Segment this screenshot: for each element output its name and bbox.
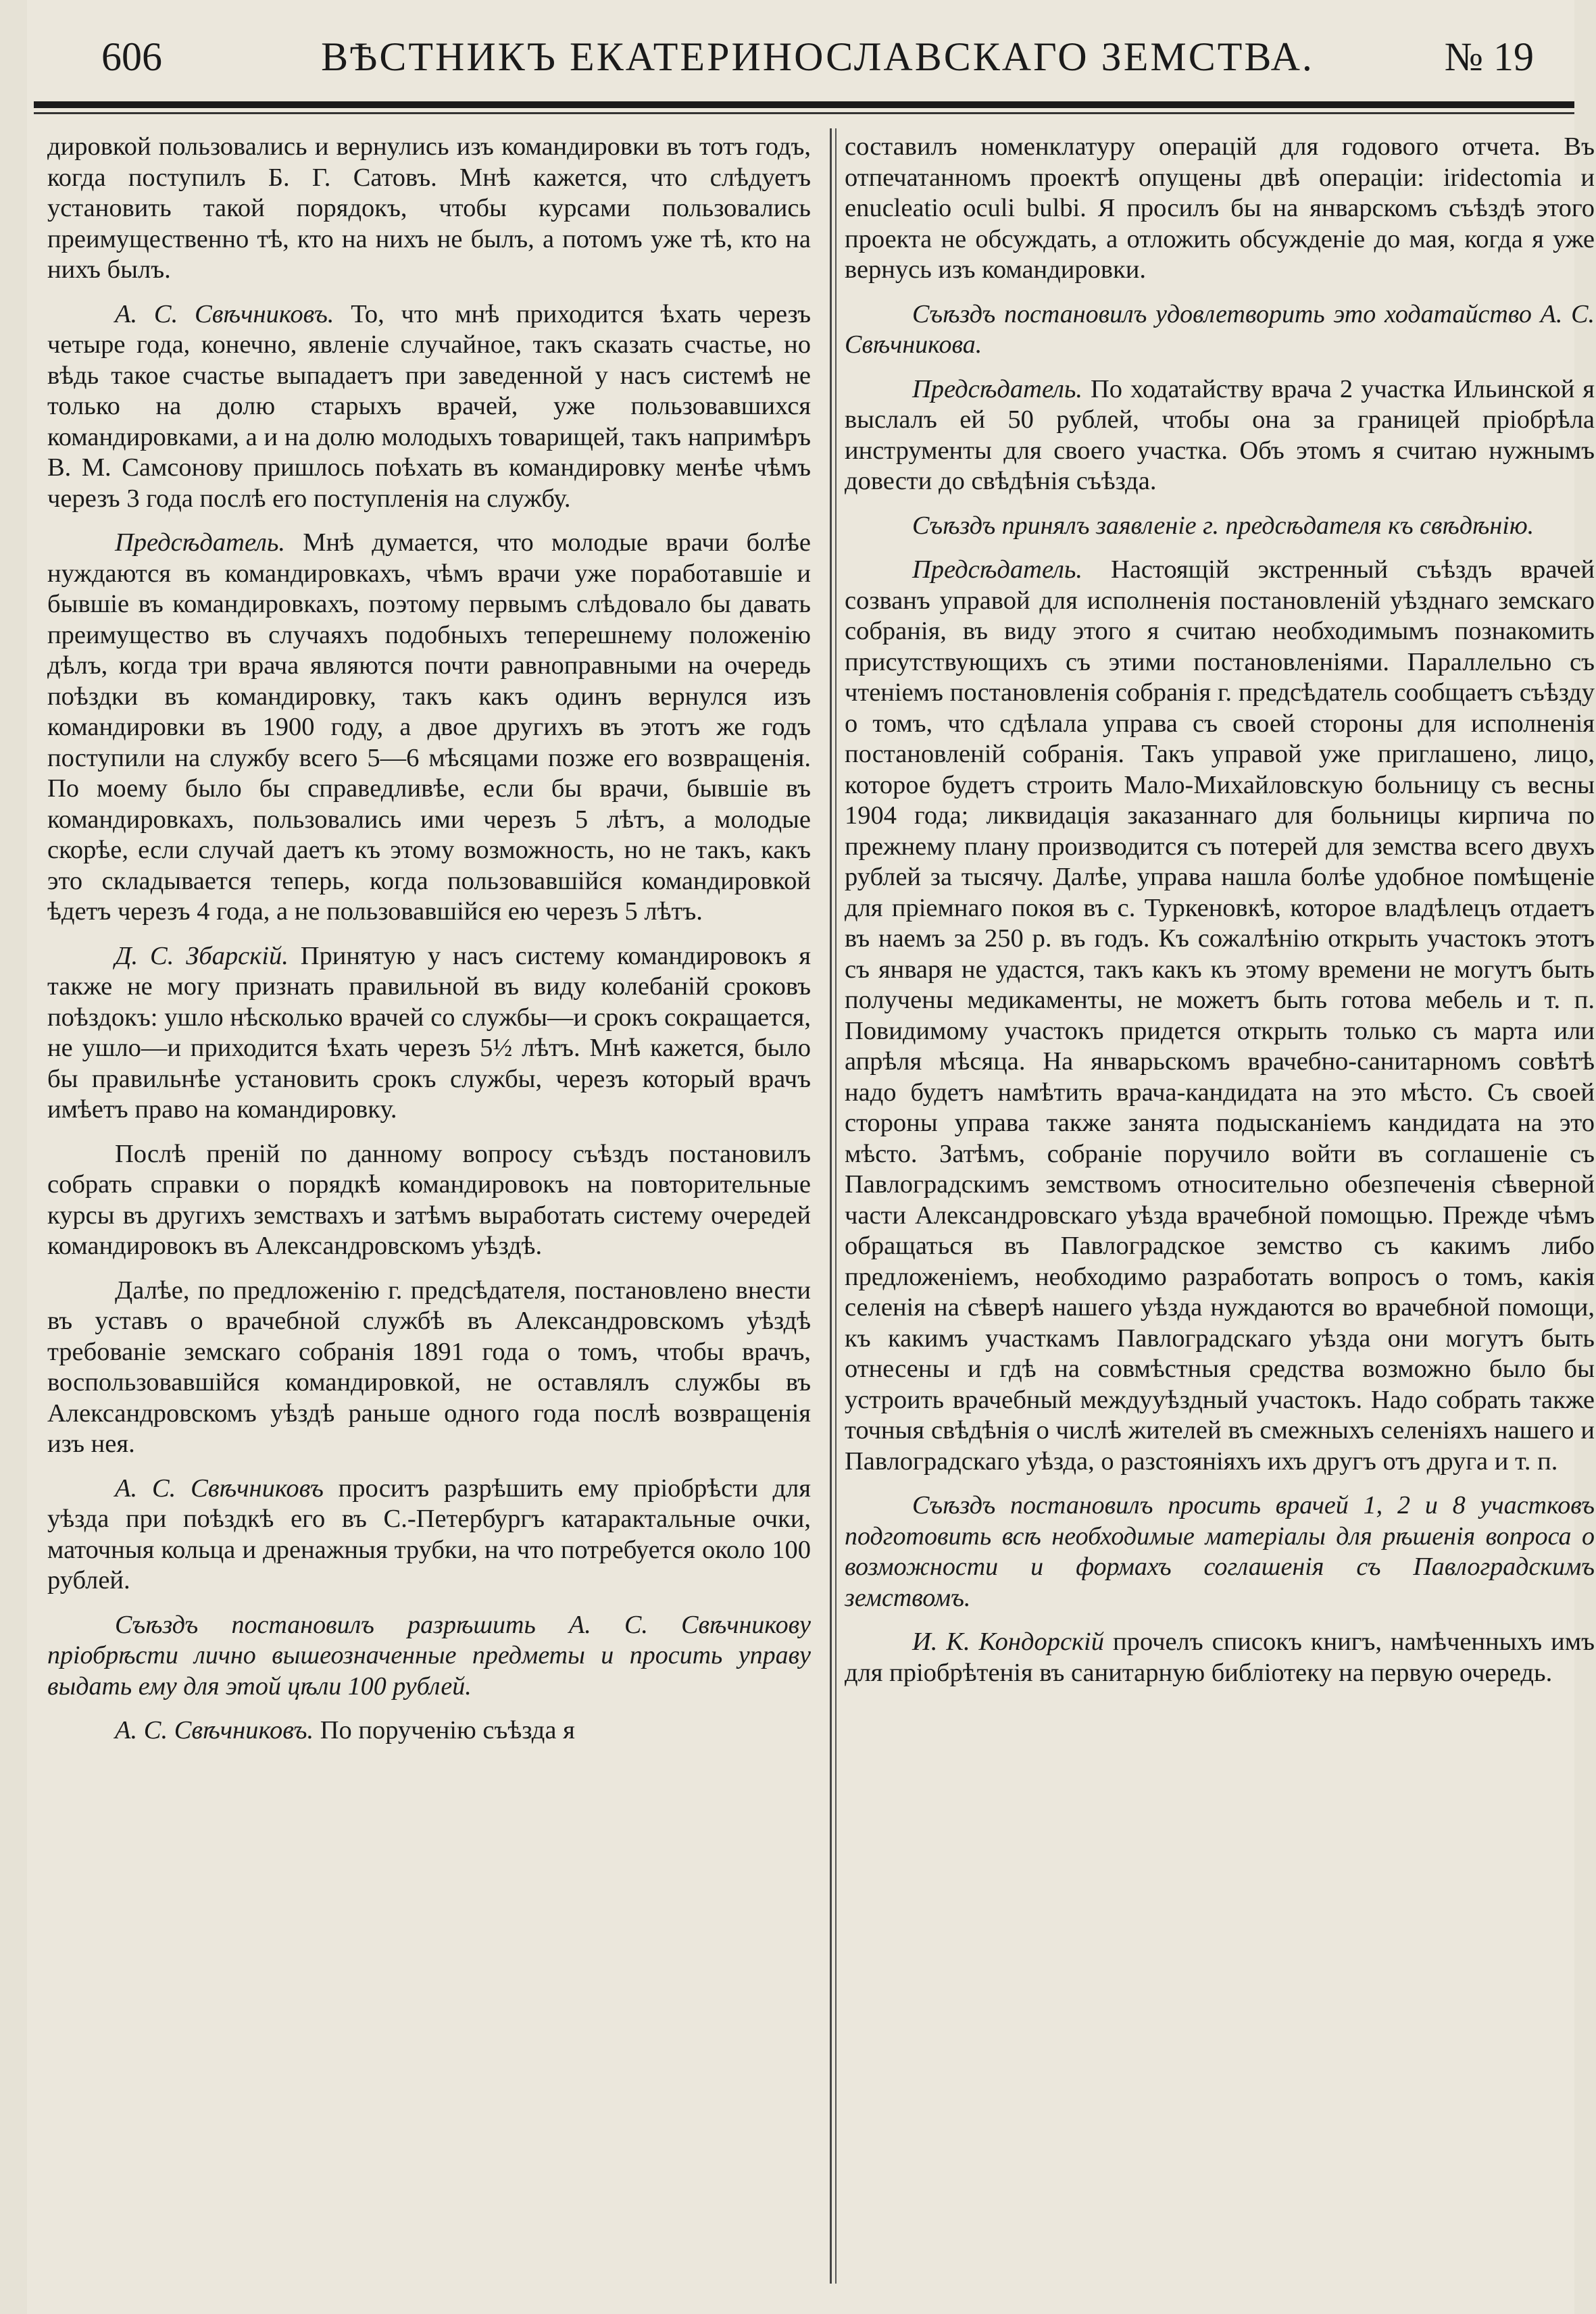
paragraph: А. С. Свѣчниковъ проситъ разрѣшить ему пріобрѣсти для уѣзда при поѣздкѣ его въ С.-Петербургъ катарактальные очки, маточныя кольца и дренажныя трубки, на что потребуется около 100 рублей. — [47, 1474, 811, 1594]
speaker-name: А. С. Свѣчниковъ. — [115, 1716, 314, 1744]
speaker-name: А. С. Свѣчниковъ. — [115, 299, 334, 328]
resolution: Съѣздъ постановилъ разрѣшить А. С. Свѣчникову пріобрѣсти лично вышеозначенные предметы и просить управу выдать ему для этой цѣли 100 рублей. — [47, 1610, 811, 1701]
paragraph: Предсѣдатель. Настоящій экстренный съѣздъ врачей созванъ управой для исполненія постановленій уѣзднаго земскаго собранія, въ виду этого я считаю необходимымъ познакомить присутствующихъ съ этими постановленіями. Параллельно съ чтеніемъ постановленія собранія г. предсѣдатель сообщаетъ съѣзду о томъ, что сдѣлала управа съ своей стороны для исполненія постановленій собранія. Такъ управой уже приглашено, лицо, которое будетъ строить Мало-Михайловскую больницу съ весны 1904 года; ликвидація заказаннаго для больницы кирпича по прежнему плану производится съ потерей для земства всего двухъ рублей за тысячу. Далѣе, управа нашла болѣе удобное помѣщеніе для пріемнаго покоя въ с. Туркеновкѣ, которое владѣлецъ отдаетъ въ наемъ за 250 р. въ годъ. Къ сожалѣнію открыть участокъ этотъ съ января не удастся, такъ какъ къ этому времени не могутъ быть получены медикаменты, не можетъ быть готова мебель и т. п. Повидимому участокъ придется открыть только съ марта или апрѣля мѣсяца. На январьскомъ врачебно-санитарномъ совѣтѣ надо будетъ намѣтить врача-кандидата на это мѣсто. Съ своей стороны управа также занята подыскaніемъ кандидата на это мѣсто. Затѣмъ, собраніе поручило войти въ соглашеніе съ Павлоградскимъ земствомъ относительно обезпеченія сѣверной части Александровскаго уѣзда врачебной помощью. Прежде чѣмъ обращаться въ Павлоградское земство съ какимъ либо предложеніемъ, необходимо разработать вопросъ о томъ, какія селенія на сѣверѣ нашего уѣзда нуждаются во врачебной помощи, къ какимъ участкамъ Павлоградскаго уѣзда они могутъ быть отнесены и гдѣ на совмѣстныя средства возможно было бы устроить врачебный междууѣздный участокъ. Надо собрать также точныя свѣдѣнія о числѣ жителей въ смежныхъ селеніяхъ нашего и Павлоградскаго уѣзда, о разстояніяхъ ихъ другъ отъ друга и т. п. — [845, 555, 1595, 1476]
paragraph: Предсѣдатель. По ходатайству врача 2 участка Ильинской я выслалъ ей 50 рублей, чтобы она за границей пріобрѣла инструменты для своего участка. Объ этомъ я считаю нужнымъ довести до свѣдѣнія съѣзда. — [845, 374, 1595, 495]
paragraph: Далѣе, по предложенію г. предсѣдателя, постановлено внести въ уставъ о врачебной службѣ въ Александровскомъ уѣздѣ требованіе земскаго собранія 1891 года о томъ, чтобы врачъ, воспользовавшійся командировкой, не оставлялъ службы въ Александровскомъ уѣздѣ раньше одного года послѣ возвращенія изъ нея. — [47, 1276, 811, 1458]
paragraph: дировкой пользовались и вернулись изъ командировки въ тотъ годъ, когда поступилъ Б. Г. Сатовъ. Мнѣ кажется, что слѣдуетъ установить такой порядокъ, чтобы курсами пользовались преимущественно тѣ, кто на нихъ не былъ, а потомъ уже тѣ, кто на нихъ былъ. — [47, 132, 811, 284]
paragraph: А. С. Свѣчниковъ. То, что мнѣ приходится ѣхать черезъ четыре года, конечно, явленіе случайное, такъ сказать счастье, но вѣдь такое счастье выпадаетъ при заведенной у насъ системѣ не только на долю старыхъ врачей, уже пользовавшихся командировками, а и на долю молодыхъ товарищей, такъ напримѣръ В. М. Самсонову пришлось поѣхать въ командировку менѣе чѣмъ черезъ 3 года послѣ его поступленія на службу. — [47, 299, 812, 513]
column-divider-secondary — [835, 128, 837, 2284]
speaker-name: Д. С. Збарскій. — [115, 941, 289, 970]
left-column — [47, 132, 811, 1760]
journal-page — [27, 0, 1595, 2314]
paragraph: А. С. Свѣчниковъ. По порученію съѣзда я — [115, 1716, 575, 1744]
journal-title: ВѢСТНИКЪ ЕКАТЕРИНОСЛАВСКАГО ЗЕМСТВА. — [321, 34, 1314, 79]
page-header — [101, 27, 1534, 88]
speaker-name: Предсѣдатель. — [912, 555, 1083, 584]
header-rule-thick — [34, 101, 1574, 108]
page-number: 606 — [101, 34, 162, 79]
column-divider — [830, 128, 832, 2284]
paragraph: Послѣ преній по данному вопросу съѣздъ постановилъ собрать справки о порядкѣ командировокъ на повторительные курсы въ другихъ земствахъ и затѣмъ выработать систему очередей командировокъ въ Александровскомъ уѣздѣ. — [47, 1139, 811, 1260]
speaker-name: Предсѣдатель. — [115, 528, 286, 557]
right-column — [845, 132, 1595, 1702]
speaker-name: И. К. Кондорскій — [912, 1628, 1104, 1656]
header-rule-thin — [34, 112, 1574, 114]
paragraph: составилъ номенклатуру операцій для годового отчета. Въ отпечатанномъ проектѣ опущены двѣ операціи: iridectomia и enucleatio oculi bulbi. Я просилъ бы на январскомъ съѣздѣ этого проекта не обсуждать, а отложить обсужденіе до мая, когда я уже вернусь изъ командировки. — [845, 132, 1595, 284]
resolution: Съѣздъ постановилъ просить врачей 1, 2 и 8 участковъ подготовить всѣ необходимые матеріалы для рѣшенія вопроса о возможности и формахъ соглашенія съ Павлоградскимъ земствомъ. — [845, 1491, 1595, 1612]
issue-number: № 19 — [1444, 34, 1534, 79]
speaker-name: Предсѣдатель. — [912, 374, 1083, 403]
resolution: Съѣздъ принялъ заявленіе г. предсѣдателя къ свѣдѣнію. — [912, 511, 1535, 540]
speaker-name: А. С. Свѣчниковъ — [115, 1474, 324, 1503]
paragraph: Предсѣдатель. Мнѣ думается, что молодые врачи болѣе нуждаются въ командировкахъ, чѣмъ врачи уже поработавшіе и бывшіе въ командировкахъ, поэтому первымъ слѣдовало бы давать преимущество въ случаяхъ подобныхъ теперешнему положенію дѣлъ, когда три врача являются почти равноправными на очередь поѣздки въ командировку, такъ какъ одинъ вернулся изъ командировки въ 1900 году, а двое другихъ въ этотъ же годъ поступили на службу всего 5—6 мѣсяцами позже его возвращенія. По моему было бы справедливѣе, если бы врачи, бывшіе въ командировкахъ, пользовались ими черезъ 5 лѣтъ, а молодые скорѣе, если случай даетъ къ этому возможность, но не такъ, какъ это складывается теперь, когда пользовавшійся командировкой ѣдетъ черезъ 4 года, а не пользовавшійся ею черезъ 5 лѣтъ. — [47, 528, 811, 926]
resolution: Съѣздъ постановилъ удовлетворить это ходатайство А. С. Свѣчникова. — [845, 299, 1595, 359]
paragraph: И. К. Кондорскій прочелъ списокъ книгъ, намѣченныхъ имъ для пріобрѣтенія въ санитарную библіотеку на первую очередь. — [845, 1628, 1595, 1687]
paragraph: Д. С. Збарскій. Принятую у насъ систему командировокъ я также не могу признать правильной въ виду колебаній сроковъ поѣздокъ: ушло нѣсколько врачей со службы—и срокъ сокращается, не ушло—и приходится ѣхать черезъ 5½ лѣтъ. Мнѣ кажется, было бы правильнѣе установить срокъ службы, черезъ который врачъ имѣетъ право на командировку. — [47, 941, 812, 1124]
